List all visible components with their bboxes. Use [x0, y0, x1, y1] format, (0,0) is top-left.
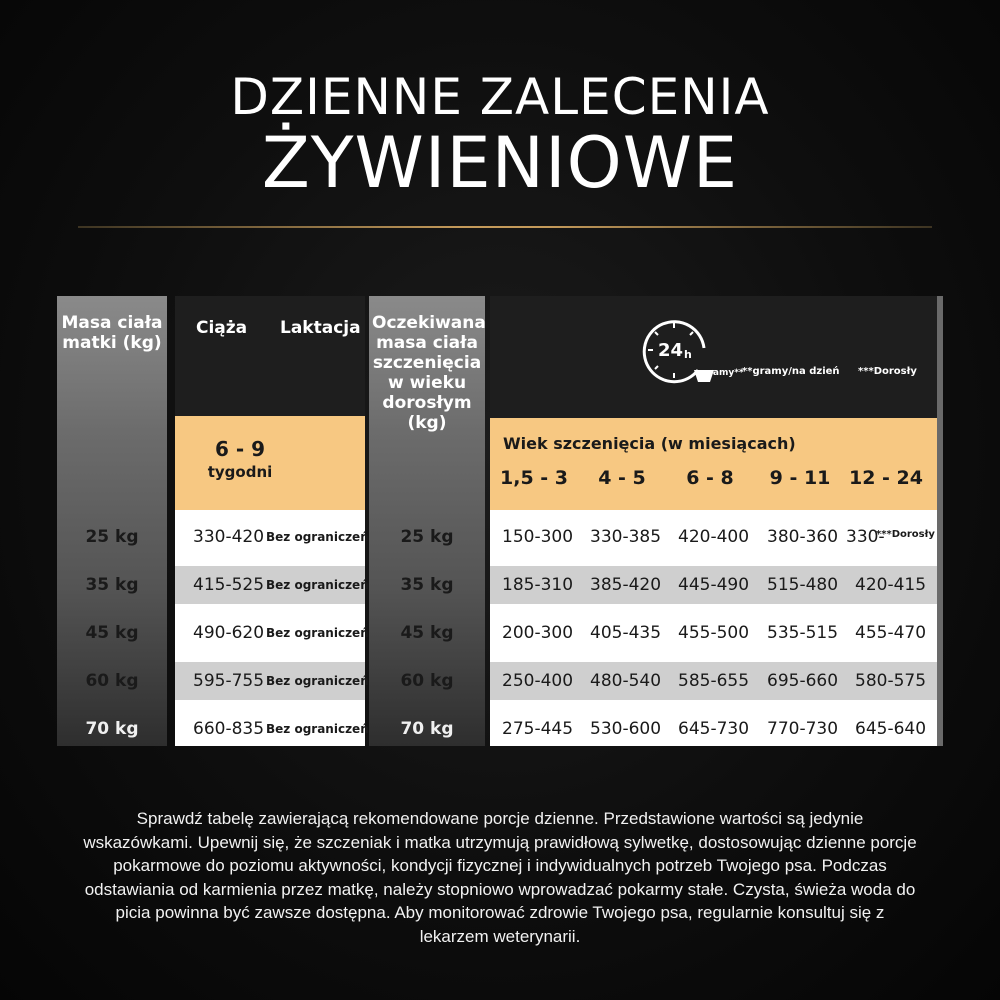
- lactation-cell: Bez ograniczeń: [266, 722, 369, 736]
- age-caption: Wiek szczenięcia (w miesiącach): [503, 434, 796, 453]
- grams-cell: 645-730: [678, 719, 750, 739]
- grams-cell: 405-435: [590, 623, 662, 643]
- grams-cell: 330-385: [590, 527, 662, 547]
- grams-cell: 385-420: [590, 575, 662, 595]
- header-weeks-range: 6 - 9: [214, 437, 266, 461]
- pregnancy-cell: 490-620: [193, 623, 265, 643]
- grams-cell: 530-600: [590, 719, 662, 739]
- grams-cell: 695-660: [767, 671, 839, 691]
- mother-weight-cell: 70 kg: [85, 719, 139, 739]
- grams-cell: 770-730: [767, 719, 839, 739]
- header-lactation: Laktacja: [280, 318, 361, 338]
- age-group-4: 9 - 11: [769, 467, 831, 489]
- footer-paragraph: Sprawdź tabelę zawierającą rekomendowane porcje dzienne. Przedstawione wartości są jedynie wskazówkami. Upewnij się, że szczeniak i matka utrzymują prawidłową sylwetkę, dostosowując dzienne porcje pokarmowe do poziomu aktywności, kondycji fizycznej i indywidualnych potrzeb Twojego psa. Podczas odstawiania od karmienia przez matkę, należy stopniowo wprowadzać pokarmy stałe. Czysta, świeża woda do picia powinna być zawsze dostępna. Aby monitorować zdrowie Twojego psa, regularnie konsultuj się z lekarzem weterynarii.: [83, 809, 917, 946]
- lactation-cell: Bez ograniczeń: [266, 626, 369, 640]
- pregnancy-header-panel: [175, 296, 365, 416]
- grams-cell: 185-310: [502, 575, 574, 595]
- adult-note-label: ***Dorosły: [858, 366, 917, 377]
- lactation-cell: Bez ograniczeń: [266, 530, 369, 544]
- grams-cell: 420-400: [678, 527, 750, 547]
- grams-cell: 480-540: [590, 671, 662, 691]
- age-group-3: 6 - 8: [686, 467, 734, 489]
- grams-cell: 150-300: [502, 527, 574, 547]
- grams-cell: 380-360: [767, 527, 839, 547]
- bowl-label: gramy**: [702, 368, 744, 378]
- grams-cell: 330-: [846, 527, 885, 547]
- age-group-2: 4 - 5: [598, 467, 646, 489]
- mother-weight-cell: 45 kg: [85, 623, 139, 643]
- page-title-line2: ŻYWIENIOWE: [261, 122, 739, 204]
- clock-suffix: h: [684, 348, 692, 361]
- grams-cell: 515-480: [767, 575, 839, 595]
- header-pregnancy: Ciąża: [196, 318, 248, 338]
- clock-24h-icon: [636, 318, 716, 390]
- grams-cell: 455-470: [855, 623, 927, 643]
- lactation-cell: Bez ograniczeń: [266, 674, 369, 688]
- adult-note-cell: ***Dorosły: [876, 529, 935, 540]
- grams-cell: 645-640: [855, 719, 927, 739]
- grams-cell: 580-575: [855, 671, 927, 691]
- header-weeks-unit: tygodni: [207, 463, 273, 481]
- pregnancy-cell: 595-755: [193, 671, 265, 691]
- mother-weight-cell: 35 kg: [85, 575, 139, 595]
- grams-cell: 585-655: [678, 671, 750, 691]
- grams-cell: 420-415: [855, 575, 927, 595]
- grams-cell: 250-400: [502, 671, 574, 691]
- pregnancy-cell: 330-420: [193, 527, 265, 547]
- gold-divider: [78, 226, 932, 228]
- grams-per-day-label: **gramy/na dzień: [742, 366, 840, 377]
- pregnancy-cell: 660-835: [193, 719, 265, 739]
- page-title-line1: DZIENNE ZALECENIA: [230, 68, 770, 126]
- grams-cell: 455-500: [678, 623, 750, 643]
- age-group-5: 12 - 24: [849, 467, 923, 489]
- grams-cell: 445-490: [678, 575, 750, 595]
- puppy-weight-cell: 45 kg: [400, 623, 454, 643]
- right-edge-strip: [937, 296, 943, 746]
- mother-weight-cell: 25 kg: [85, 527, 139, 547]
- header-mother-weight: Masa ciała matki (kg): [61, 313, 163, 353]
- age-group-1: 1,5 - 3: [500, 467, 568, 489]
- lactation-cell: Bez ograniczeń: [266, 578, 369, 592]
- puppy-weight-cell: 60 kg: [400, 671, 454, 691]
- puppy-weight-cell: 25 kg: [400, 527, 454, 547]
- header-expected-weight: Oczekiwana masa ciała szczenięcia w wieku dorosłym (kg): [372, 313, 486, 433]
- grams-cell: 200-300: [502, 623, 574, 643]
- grams-cell: 275-445: [502, 719, 574, 739]
- puppy-weight-cell: 70 kg: [400, 719, 454, 739]
- pregnancy-cell: 415-525: [193, 575, 265, 595]
- puppy-weight-cell: 35 kg: [400, 575, 454, 595]
- clock-label: 24: [658, 340, 684, 361]
- grams-cell: 535-515: [767, 623, 839, 643]
- mother-weight-cell: 60 kg: [85, 671, 139, 691]
- age-header-panel: [490, 418, 937, 510]
